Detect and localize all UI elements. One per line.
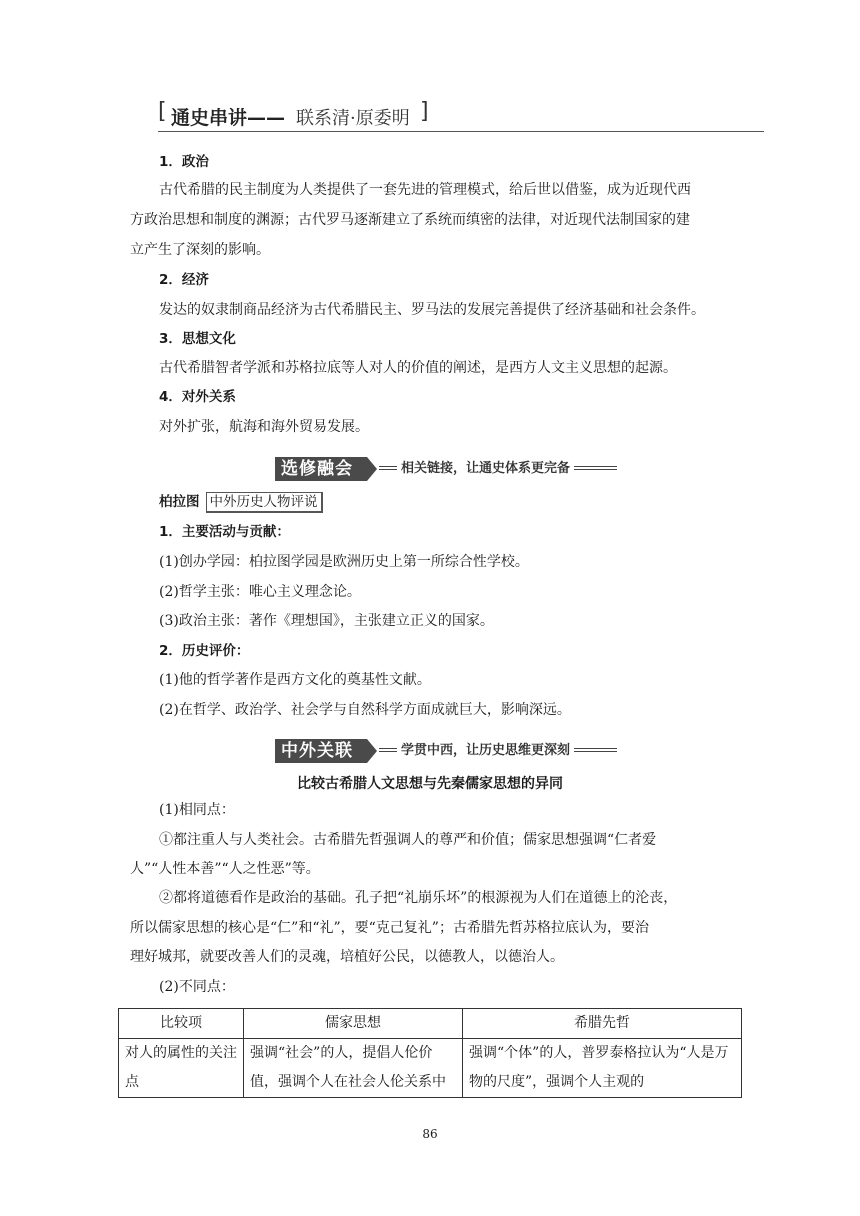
list-item: (2)哲学主张：唯心主义理念论。 — [159, 584, 361, 600]
compare-table — [118, 1008, 742, 1098]
section-header — [158, 101, 764, 132]
banner-subtitle: 学贯中西，让历史思维更深刻 — [397, 742, 574, 760]
paragraph-line: 发达的奴隶制商品经济为古代希腊民主、罗马法的发展完善提供了经济基础和社会条件。 — [159, 302, 705, 318]
section-title-bold: 通史串讲—— — [171, 107, 286, 129]
plato-subheading: 2．历史评价： — [159, 643, 250, 659]
open-bracket: [ — [158, 99, 167, 124]
paragraph-line: 理好城邦，就要改善人们的灵魂，培植好公民，以德教人，以德治人。 — [130, 949, 564, 965]
heading-politics: 1．政治 — [159, 154, 209, 170]
paragraph-line: 古代希腊智者学派和苏格拉底等人对人的价值的阐述，是西方人文主义思想的起源。 — [159, 360, 677, 376]
list-item: (2)在哲学、政治学、社会学与自然科学方面成就巨大，影响深远。 — [159, 702, 571, 718]
list-item: (1)创办学园：柏拉图学园是欧洲历史上第一所综合性学校。 — [159, 554, 529, 570]
banner-arrow — [367, 457, 377, 481]
paragraph-line: 对外扩张，航海和海外贸易发展。 — [159, 419, 369, 435]
plato-name: 柏拉图 — [159, 494, 200, 510]
banner-xuanxiu — [275, 457, 617, 481]
same-label: (1)相同点： — [159, 802, 235, 818]
table-cell: 强调“社会”的人，提倡人伦价值，强调个人在社会人伦关系中 — [244, 1039, 463, 1098]
heading-foreign: 4．对外关系 — [159, 389, 236, 405]
paragraph-line: 古代希腊的民主制度为人类提供了一套先进的管理模式，给后世以借鉴，成为近现代西 — [159, 182, 691, 198]
plato-tag: 中外历史人物评说 — [206, 492, 323, 513]
paragraph-line: ①都注重人与人类社会。古希腊先哲强调人的尊严和价值；儒家思想强调“仁者爱 — [159, 832, 657, 848]
paragraph-line: 人”“人性本善”“人之性恶”等。 — [130, 861, 320, 877]
section-title-light: 联系清·原委明 — [296, 108, 410, 129]
table-header: 比较项 — [119, 1009, 244, 1039]
banner-label: 选修融会 — [275, 457, 367, 481]
close-bracket: ] — [420, 99, 429, 124]
table-header: 儒家思想 — [244, 1009, 463, 1039]
table-cell: 对人的属性的关注点 — [119, 1039, 244, 1098]
paragraph-line: 所以儒家思想的核心是“仁”和“礼”，要“克己复礼”；古希腊先哲苏格拉底认为，要治 — [130, 920, 649, 936]
banner-arrow — [367, 739, 377, 763]
banner-subtitle: 相关链接，让通史体系更完备 — [397, 460, 574, 478]
plato-heading — [159, 492, 323, 513]
table-header: 希腊先哲 — [463, 1009, 742, 1039]
compare-title: 比较古希腊人文思想与先秦儒家思想的异同 — [297, 776, 563, 792]
page-number: 86 — [422, 1127, 438, 1141]
heading-economy: 2．经济 — [159, 272, 209, 288]
heading-culture: 3．思想文化 — [159, 331, 236, 347]
paragraph-line: 方政治思想和制度的渊源；古代罗马逐渐建立了系统而缜密的法律，对近现代法制国家的建 — [130, 212, 690, 228]
diff-label: (2)不同点： — [159, 979, 235, 995]
table-cell: 强调“个体”的人，普罗泰格拉认为“人是万物的尺度”，强调个人主观的 — [463, 1039, 742, 1098]
paragraph-line: ②都将道德看作是政治的基础。孔子把“礼崩乐坏”的根源视为人们在道德上的沦丧， — [159, 890, 678, 906]
paragraph-line: 立产生了深刻的影响。 — [130, 242, 270, 258]
list-item: (3)政治主张：著作《理想国》，主张建立正义的国家。 — [159, 613, 494, 629]
banner-label: 中外关联 — [275, 739, 367, 763]
table-header-row — [119, 1009, 742, 1039]
banner-zhongwai — [275, 739, 617, 763]
plato-subheading: 1．主要活动与贡献： — [159, 524, 290, 540]
list-item: (1)他的哲学著作是西方文化的奠基性文献。 — [159, 672, 431, 688]
table-row — [119, 1039, 742, 1098]
